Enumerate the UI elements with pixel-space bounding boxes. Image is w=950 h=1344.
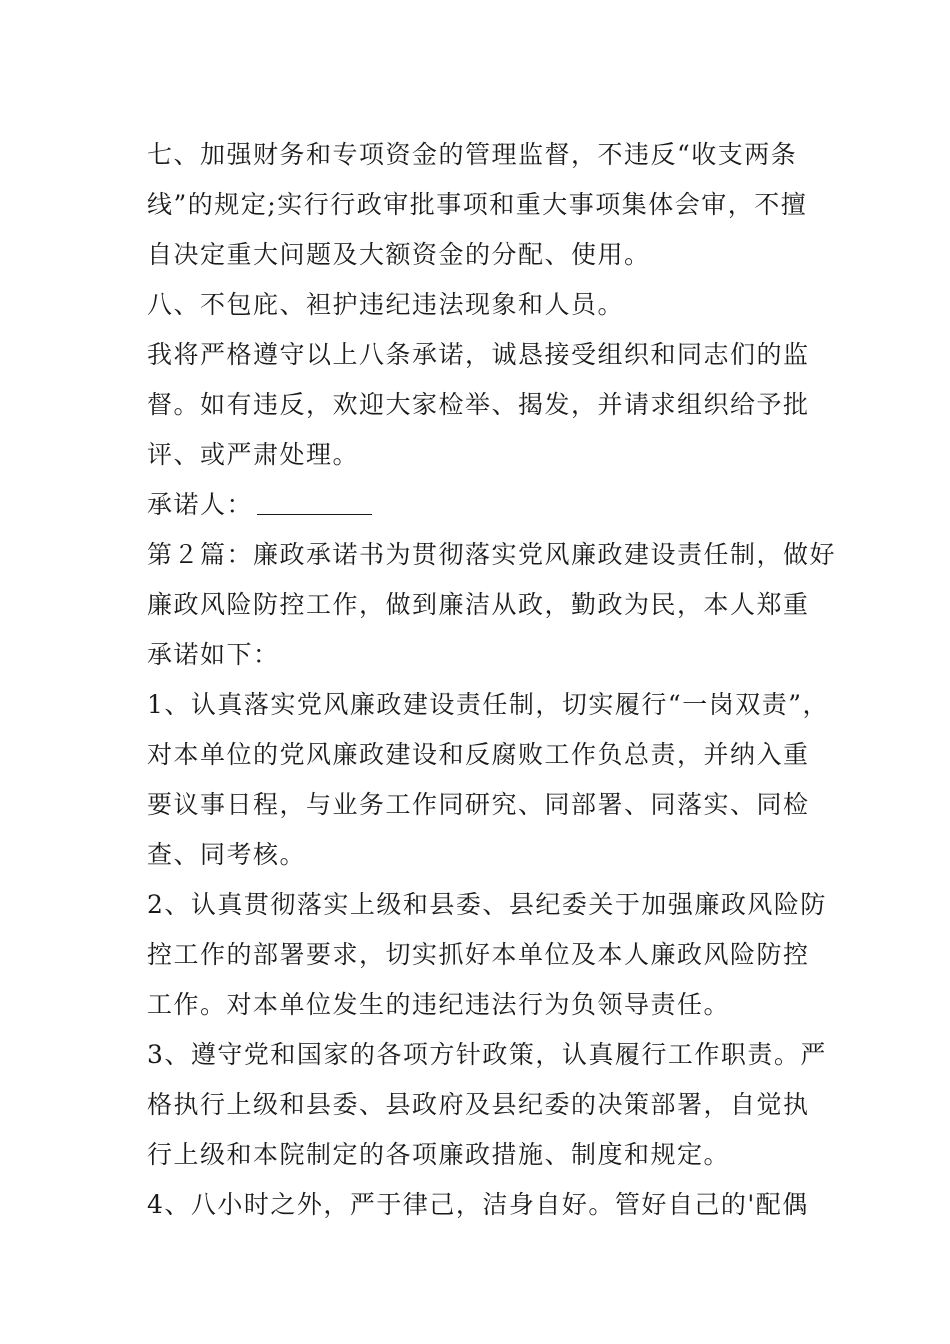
clause-7-paragraph [147,130,827,280]
item-1-paragraph [147,680,827,880]
text-line: 控工作的部署要求，切实抓好本单位及本人廉政风险防控 [147,940,810,969]
text-line: 承诺如下： [147,640,280,669]
text-line: 格执行上级和县委、县政府及县纪委的决策部署，自觉执 [147,1090,810,1119]
item-4-paragraph [147,1180,827,1230]
article-2-intro-paragraph [147,530,837,680]
text-line: 3、遵守党和国家的各项方针政策，认真履行工作职责。严 [147,1040,827,1069]
text-line: 要议事日程，与业务工作同研究、同部署、同落实、同检 [147,790,810,819]
text-line: 行上级和本院制定的各项廉政措施、制度和规定。 [147,1140,731,1169]
signatory-line [147,480,827,530]
item-2-paragraph [147,880,827,1030]
text-line: 1、认真落实党风廉政建设责任制，切实履行“一岗双责”， [147,690,829,719]
text-line: 线”的规定;实行行政审批事项和重大事项集体会审，不擅 [147,190,808,219]
text-line: 廉政风险防控工作，做到廉洁从政，勤政为民，本人郑重 [147,590,810,619]
text-line: 对本单位的党风廉政建设和反腐败工作负总责，并纳入重 [147,740,810,769]
text-line: 八、不包庇、袒护违纪违法现象和人员。 [147,290,625,319]
text-line: 查、同考核。 [147,840,307,869]
text-line: 我将严格遵守以上八条承诺，诚恳接受组织和同志们的监 [147,340,810,369]
clause-8-paragraph [147,280,827,330]
text-line: 2、认真贯彻落实上级和县委、县纪委关于加强廉政风险防 [147,890,827,919]
signatory-label: 承诺人： [147,490,254,519]
text-line: 工作。对本单位发生的违纪违法行为负领导责任。 [147,990,731,1019]
text-line: 第２篇：廉政承诺书为贯彻落实党风廉政建设责任制，做好 [147,540,837,569]
text-line: 自决定重大问题及大额资金的分配、使用。 [147,240,651,269]
text-line: 4、八小时之外，严于律己，洁身自好。管好自己的'配偶 [147,1190,809,1219]
text-line: 评、或严肃处理。 [147,440,360,469]
signature-blank [257,490,372,515]
text-line: 七、加强财务和专项资金的管理监督，不违反“收支两条 [147,140,798,169]
item-3-paragraph [147,1030,827,1180]
text-line: 督。如有违反，欢迎大家检举、揭发，并请求组织给予批 [147,390,810,419]
pledge-statement-paragraph [147,330,827,480]
document-body [147,130,837,1230]
